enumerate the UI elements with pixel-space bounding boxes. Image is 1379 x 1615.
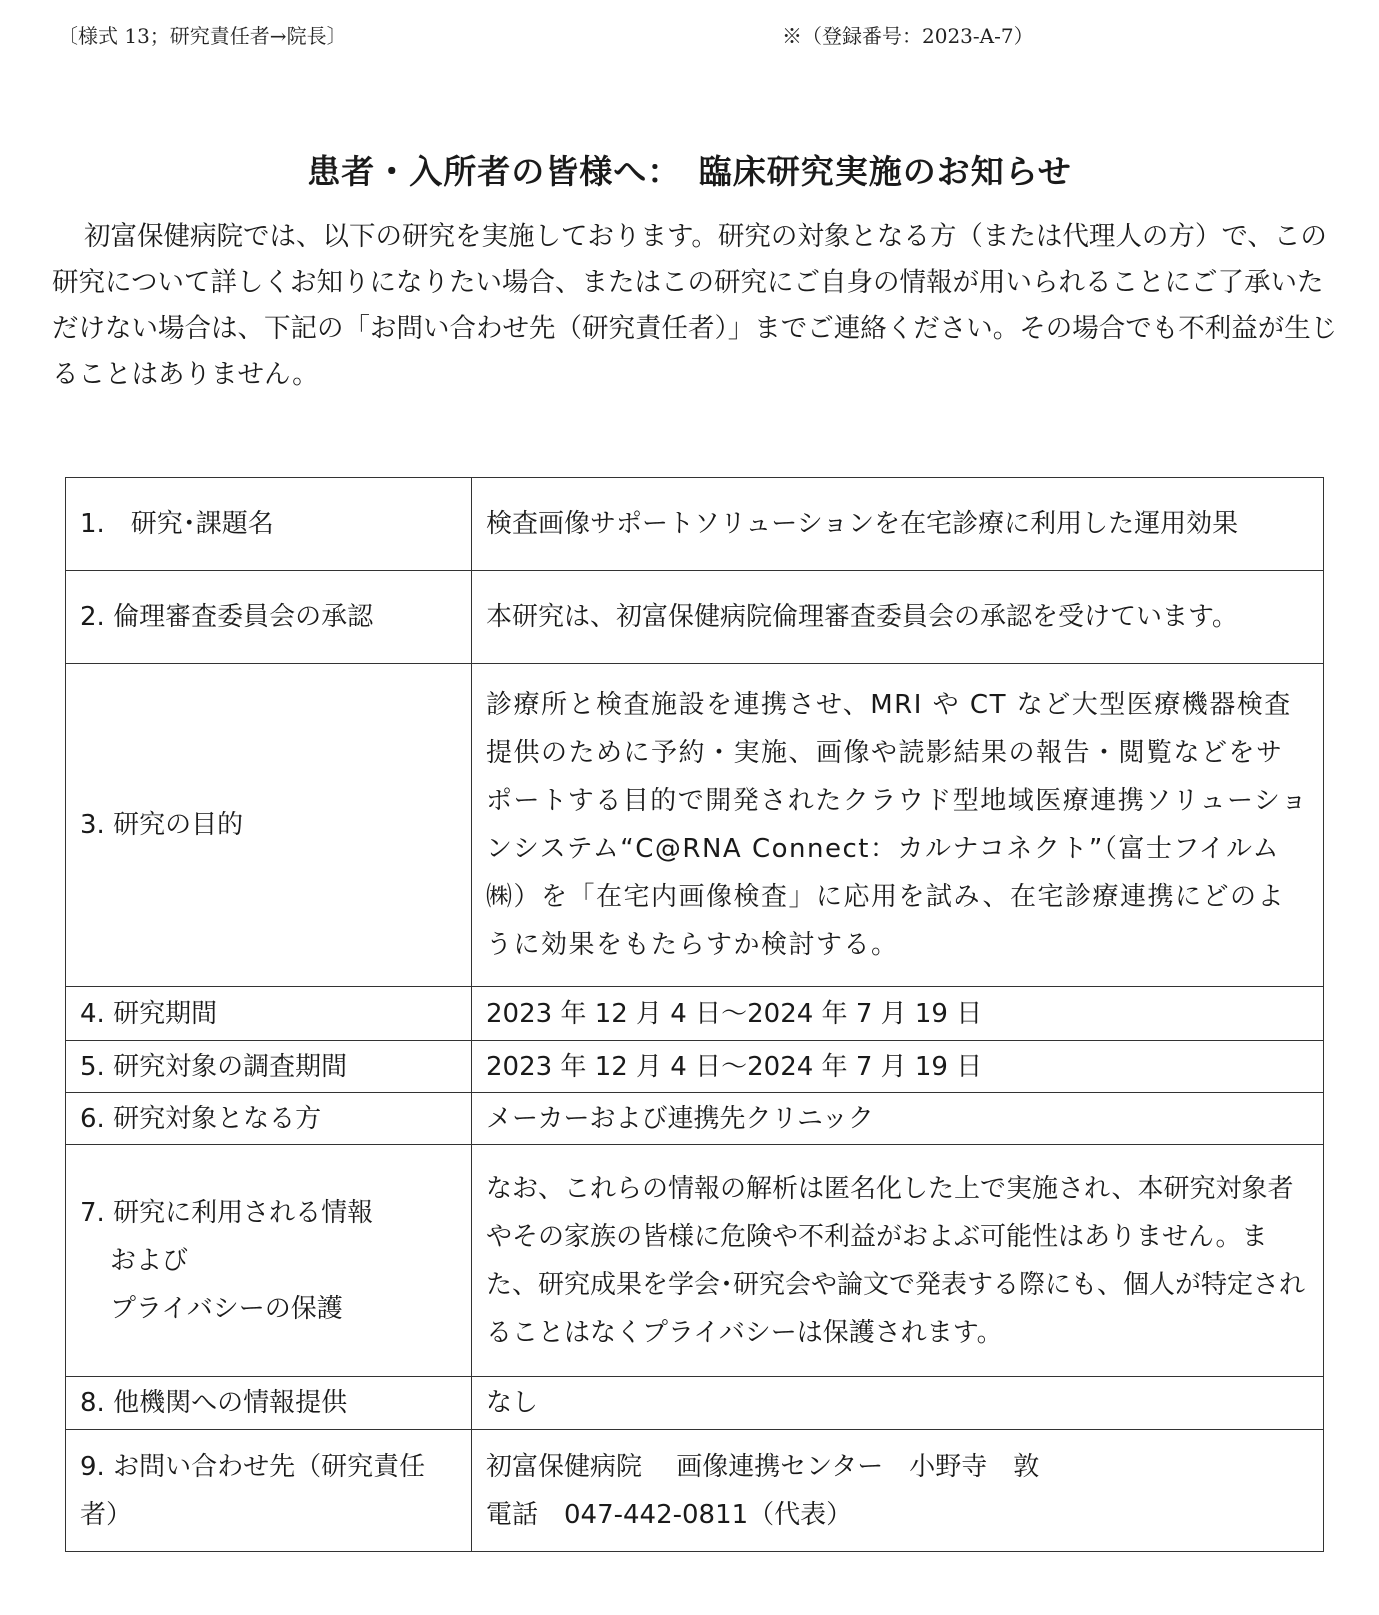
table-row <box>66 1145 1324 1377</box>
page-title: 患者・入所者の皆様へ： 臨床研究実施のお知らせ <box>307 152 1072 191</box>
table-row <box>66 1430 1324 1552</box>
row-label-contact: 9. お問い合わせ先（研究責任者） <box>66 1430 472 1552</box>
contact-name-line: 初富保健病院 画像連携センター 小野寺 敦 <box>486 1451 1040 1482</box>
row-value-purpose: 診療所と検査施設を連携させ、MRI や CT など大型医療機器検査提供のために予約・実施、画像や読影結果の報告・閲覧などをサポートする目的で開発されたクラウド型地域医療連携ソリューションシステム“C@RNA Connect：カルナコネクト”（富士フイルム㈱）を「在宅内画像検査」に応用を試み、在宅診療連携にどのように効果をもたらすか検討する。 <box>472 664 1324 987</box>
row-value-period: 2023 年 12 月 4 日～2024 年 7 月 19 日 <box>472 987 1324 1041</box>
privacy-label-line1: 7. 研究に利用される情報 <box>80 1197 374 1228</box>
row-label-title: 1. 研究･課題名 <box>66 478 472 571</box>
table-row <box>66 1093 1324 1145</box>
table-row <box>66 664 1324 987</box>
row-label-data-sharing: 8. 他機関への情報提供 <box>66 1377 472 1430</box>
row-label-purpose: 3. 研究の目的 <box>66 664 472 987</box>
table-row <box>66 987 1324 1041</box>
row-label-subjects: 6. 研究対象となる方 <box>66 1093 472 1145</box>
row-label-privacy <box>66 1145 472 1377</box>
row-label-period: 4. 研究期間 <box>66 987 472 1041</box>
row-value-survey-period: 2023 年 12 月 4 日～2024 年 7 月 19 日 <box>472 1041 1324 1093</box>
row-label-ethics: 2. 倫理審査委員会の承認 <box>66 571 472 664</box>
row-value-subjects: メーカーおよび連携先クリニック <box>472 1093 1324 1145</box>
row-value-data-sharing: なし <box>472 1377 1324 1430</box>
table-row <box>66 478 1324 571</box>
table-row <box>66 571 1324 664</box>
registration-number: ※（登録番号：2023-A-7） <box>782 24 1034 48</box>
row-value-ethics: 本研究は、初富保健病院倫理審査委員会の承認を受けています。 <box>472 571 1324 664</box>
form-label: 〔様式 13；研究責任者→院長〕 <box>58 24 347 48</box>
contact-phone-line: 電話 047-442-0811（代表） <box>486 1499 853 1530</box>
table-row <box>66 1377 1324 1430</box>
table-row <box>66 1041 1324 1093</box>
row-value-contact <box>472 1430 1324 1552</box>
row-value-title: 検査画像サポートソリューションを在宅診療に利用した運用効果 <box>472 478 1324 571</box>
intro-paragraph: 初富保健病院では、以下の研究を実施しております。研究の対象となる方（または代理人の方）で、この研究について詳しくお知りになりたい場合、またはこの研究にご自身の情報が用いられることにご了承いただけない場合は、下記の「お問い合わせ先（研究責任者）」までご連絡ください。その場合でも不利益が生じることはありません。 <box>52 221 1338 390</box>
study-info-table <box>65 477 1324 1552</box>
privacy-label-line3: プライバシーの保護 <box>110 1293 343 1324</box>
privacy-label-line2: および <box>110 1245 189 1276</box>
row-value-privacy: なお、これらの情報の解析は匿名化した上で実施され、本研究対象者やその家族の皆様に危険や不利益がおよぶ可能性はありません。また、研究成果を学会･研究会や論文で発表する際にも、個人が特定されることはなくプライバシーは保護されます。 <box>472 1145 1324 1377</box>
row-label-survey-period: 5. 研究対象の調査期間 <box>66 1041 472 1093</box>
